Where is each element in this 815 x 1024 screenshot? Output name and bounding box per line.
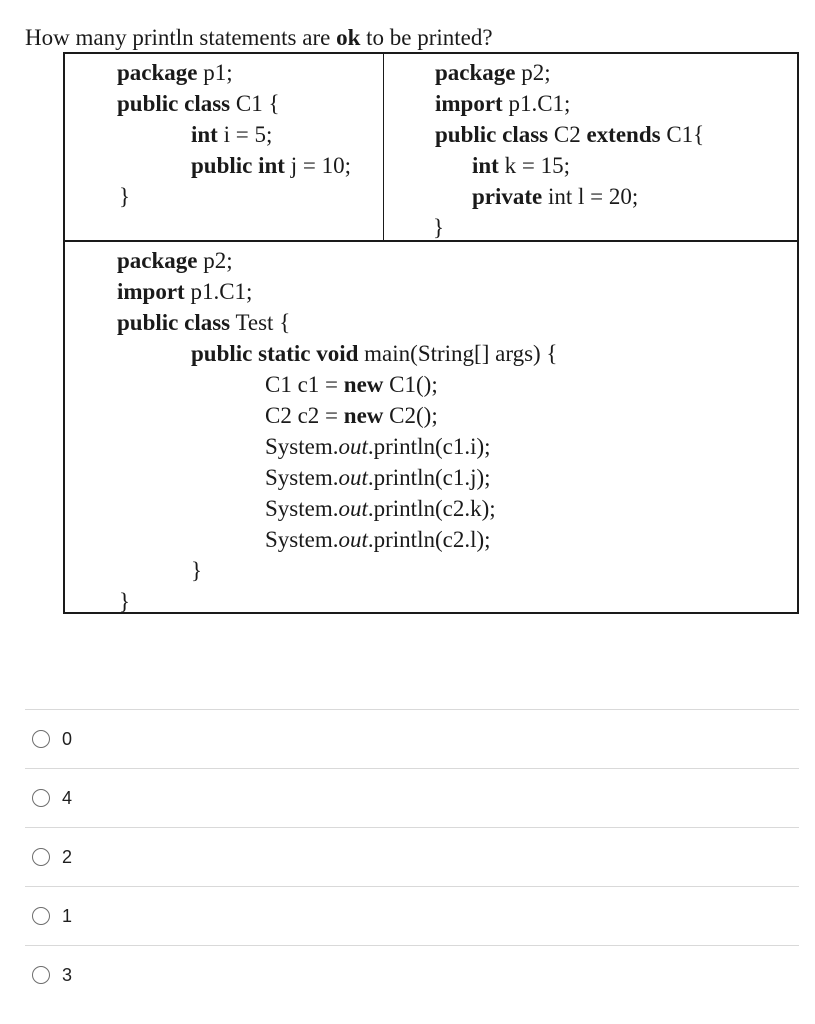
code-text: C1(); — [383, 372, 438, 397]
code-keyword: public static void — [191, 341, 359, 366]
code-text: .println(c2.l); — [367, 527, 491, 552]
code-line — [191, 338, 557, 369]
code-line — [265, 431, 491, 462]
code-line — [191, 150, 351, 181]
code-text: p1.C1; — [502, 91, 571, 116]
code-text: C2(); — [383, 403, 438, 428]
code-italic: out — [338, 527, 368, 552]
code-text: .println(c1.j); — [367, 465, 491, 490]
code-text: int l = 20; — [542, 184, 639, 209]
code-text: C1 { — [230, 91, 280, 116]
code-line — [117, 276, 252, 307]
code-text: System. — [265, 434, 339, 459]
code-text: } — [191, 558, 203, 583]
code-italic: out — [338, 496, 368, 521]
code-figure — [63, 52, 799, 614]
question-emphasis: ok — [336, 25, 361, 50]
answer-option[interactable] — [25, 828, 799, 886]
code-line — [265, 462, 491, 493]
code-text: } — [433, 215, 445, 240]
code-text: p2; — [515, 60, 551, 85]
code-keyword: public int — [191, 153, 285, 178]
code-text: C1 c1 = — [265, 372, 344, 397]
code-line — [117, 88, 280, 119]
code-text: Test { — [230, 310, 291, 335]
code-italic: out — [338, 434, 368, 459]
answer-option-label: 0 — [62, 728, 73, 749]
code-text: System. — [265, 527, 339, 552]
code-text: i = 5; — [217, 122, 273, 147]
code-keyword: package — [117, 248, 198, 273]
code-keyword: int — [472, 153, 499, 178]
code-text: C2 c2 = — [265, 403, 344, 428]
code-line — [435, 119, 704, 150]
code-text: } — [119, 184, 131, 209]
code-keyword: package — [435, 60, 516, 85]
code-line — [119, 586, 130, 617]
radio-circle-icon[interactable] — [32, 907, 50, 925]
code-line — [117, 57, 233, 88]
code-text: System. — [265, 465, 339, 490]
code-line — [191, 119, 272, 150]
code-line — [117, 245, 233, 276]
code-line — [435, 88, 570, 119]
code-line — [472, 150, 570, 181]
code-line — [435, 57, 551, 88]
answer-option[interactable] — [25, 710, 799, 768]
code-text: main(String[] args) { — [358, 341, 558, 366]
code-keyword: int — [191, 122, 218, 147]
answer-option[interactable] — [25, 887, 799, 945]
code-line — [117, 307, 290, 338]
code-text: C1{ — [660, 122, 705, 147]
code-keyword: public class — [117, 91, 231, 116]
code-keyword: import — [435, 91, 503, 116]
code-line — [265, 524, 491, 555]
answer-option-label: 2 — [62, 846, 73, 867]
code-text: } — [119, 589, 131, 614]
code-text: p2; — [197, 248, 233, 273]
code-text: p1.C1; — [184, 279, 253, 304]
code-keyword: private — [472, 184, 543, 209]
code-italic: out — [338, 465, 368, 490]
code-line — [472, 181, 638, 212]
radio-circle-icon[interactable] — [32, 848, 50, 866]
code-line — [433, 212, 444, 243]
code-keyword: package — [117, 60, 198, 85]
code-keyword: public class — [117, 310, 231, 335]
answer-option[interactable] — [25, 946, 799, 1004]
question-suffix: to be printed? — [360, 25, 493, 50]
code-keyword: public class — [435, 122, 549, 147]
code-text: j = 10; — [284, 153, 351, 178]
code-divider-vertical — [383, 54, 384, 240]
answer-option-label: 4 — [62, 787, 73, 808]
code-line — [119, 181, 130, 212]
question-prefix: How many println statements are — [25, 25, 337, 50]
code-text: k = 15; — [498, 153, 570, 178]
answer-option-label: 1 — [62, 905, 73, 926]
radio-circle-icon[interactable] — [32, 966, 50, 984]
code-text: C2 — [548, 122, 587, 147]
code-keyword: import — [117, 279, 185, 304]
question-text — [25, 24, 493, 52]
code-text: .println(c1.i); — [367, 434, 491, 459]
code-line — [265, 400, 438, 431]
radio-circle-icon[interactable] — [32, 789, 50, 807]
answer-option[interactable] — [25, 769, 799, 827]
code-keyword: extends — [586, 122, 661, 147]
code-text: p1; — [197, 60, 233, 85]
radio-circle-icon[interactable] — [32, 730, 50, 748]
code-divider-horizontal — [65, 240, 797, 242]
code-text: .println(c2.k); — [367, 496, 496, 521]
code-keyword: new — [343, 372, 384, 397]
code-text: System. — [265, 496, 339, 521]
answer-option-label: 3 — [62, 964, 73, 985]
code-line — [265, 369, 438, 400]
code-line — [191, 555, 202, 586]
code-keyword: new — [343, 403, 384, 428]
code-line — [265, 493, 496, 524]
